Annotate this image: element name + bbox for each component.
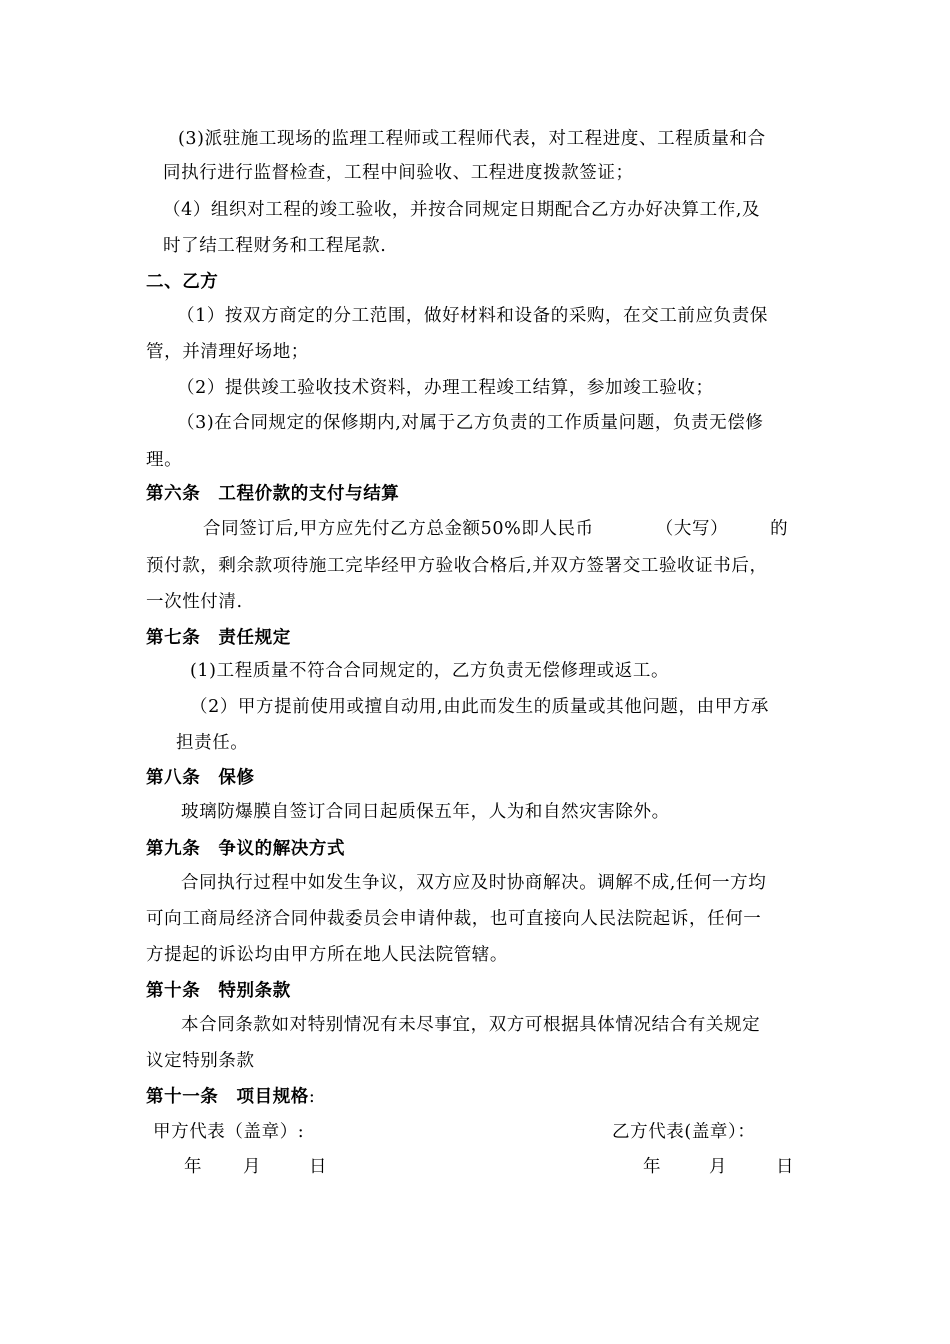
party-b-item1-line1: （1）按双方商定的分工范围，做好材料和设备的采购，在交工前应负责保 xyxy=(177,306,768,326)
party-b-item1-line2: 管，并清理好场地； xyxy=(146,342,309,362)
party-a-date-year: 年 xyxy=(184,1157,203,1177)
article10-line1: 本合同条款如对特别情况有未尽事宜，双方可根据具体情况结合有关规定 xyxy=(181,1015,761,1035)
article7-heading: 第七条 责任规定 xyxy=(146,628,291,648)
article6-line2: 预付款，剩余款项待施工完毕经甲方验收合格后,并双方签署交工验收证书后， xyxy=(146,556,768,576)
party-b-date-month: 月 xyxy=(709,1157,728,1177)
party-b-date-day: 日 xyxy=(776,1157,795,1177)
article6-heading: 第六条 工程价款的支付与结算 xyxy=(146,484,400,504)
article9-line3: 方提起的诉讼均由甲方所在地人民法院管辖。 xyxy=(146,945,508,965)
party-a-date-day: 日 xyxy=(309,1157,328,1177)
party-b-item2-line1: （2）提供竣工验收技术资料，办理工程竣工结算，参加竣工验收； xyxy=(177,378,714,398)
article6-line1-end: 的 xyxy=(770,519,789,539)
article6-line1-text: 合同签订后,甲方应先付乙方总金额50%即人民币 xyxy=(203,519,594,539)
article7-item2-line2: 担责任。 xyxy=(176,733,249,753)
article11-heading xyxy=(146,1086,315,1108)
party-a-date-month: 月 xyxy=(243,1157,262,1177)
article7-item1: (1)工程质量不符合合同规定的，乙方负责无偿修理或返工。 xyxy=(190,661,670,681)
article9-heading: 第九条 争议的解决方式 xyxy=(146,839,346,859)
party-a-item3-line2: 同执行进行监督检查，工程中间验收、工程进度拨款签证； xyxy=(163,163,634,183)
article11-heading-text: 第十一条 项目规格 xyxy=(146,1087,309,1107)
party-b-signature-label: 乙方代表(盖章）： xyxy=(612,1122,756,1142)
article8-heading: 第八条 保修 xyxy=(146,768,255,788)
party-a-signature-label: 甲方代表（盖章）: xyxy=(153,1122,305,1142)
article9-line2: 可向工商局经济合同仲裁委员会申请仲裁，也可直接向人民法院起诉，任何一 xyxy=(146,909,762,929)
party-a-item4-line2: 时了结工程财务和工程尾款. xyxy=(163,236,387,256)
article7-item2-line1: （2）甲方提前使用或擅自动用,由此而发生的质量或其他问题，由甲方承 xyxy=(190,697,769,717)
party-b-item3-line2: 理。 xyxy=(146,450,183,470)
article11-heading-colon: : xyxy=(308,1087,316,1107)
party-a-item4-line1: （4）组织对工程的竣工验收，并按合同规定日期配合乙方办好决算工作,及 xyxy=(163,200,761,220)
article10-line2: 议定特别条款 xyxy=(146,1051,255,1071)
article9-line1: 合同执行过程中如发生争议，双方应及时协商解决。调解不成,任何一方均 xyxy=(181,873,767,893)
party-b-date-year: 年 xyxy=(643,1157,662,1177)
party-a-item3-line1: (3)派驻施工现场的监理工程师或工程师代表，对工程进度、工程质量和合 xyxy=(178,129,766,149)
article6-line1 xyxy=(203,518,788,540)
article8-line1: 玻璃防爆膜自签订合同日起质保五年，人为和自然灾害除外。 xyxy=(181,802,670,822)
party-b-heading: 二、乙方 xyxy=(146,272,219,292)
party-b-item3-line1: （3)在合同规定的保修期内,对属于乙方负责的工作质量问题，负责无偿修 xyxy=(177,413,764,433)
article6-capital-note: （大写） xyxy=(655,519,729,539)
article6-line3: 一次性付清. xyxy=(146,592,243,612)
article10-heading: 第十条 特别条款 xyxy=(146,981,291,1001)
